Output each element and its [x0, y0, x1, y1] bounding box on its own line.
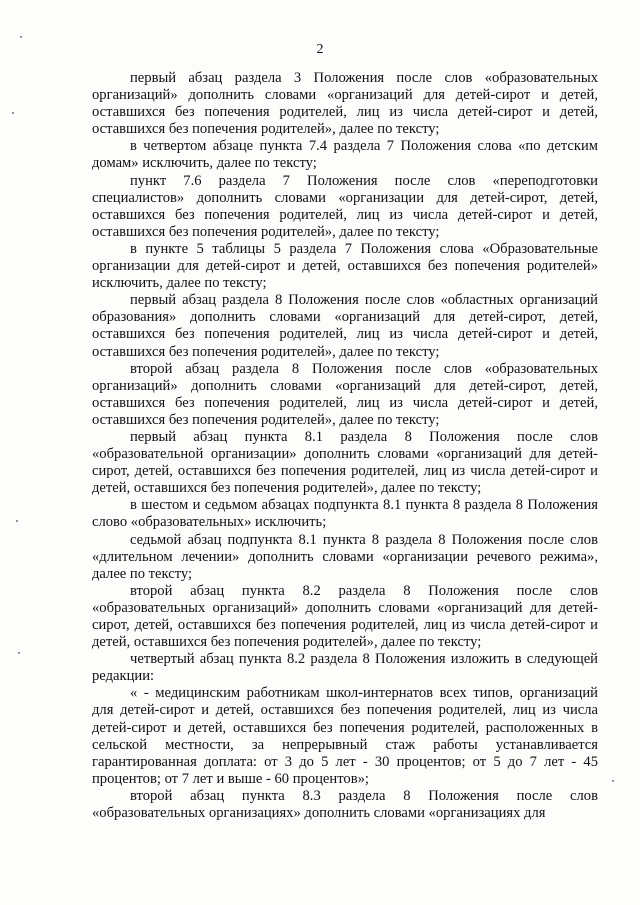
scan-speck: [20, 36, 22, 38]
paragraph: пункт 7.6 раздела 7 Положения после слов «переподготовки специалистов» дополнить словами «организации для детей-сирот, детей, оставшихся без попечения родителей, лиц из числа детей-сирот и детей, оставшихся без попечения родителей», далее по тексту;: [92, 172, 598, 240]
paragraph: второй абзац пункта 8.2 раздела 8 Положения после слов «образовательных организаций» дополнить словами «организаций для детей-сирот, детей, оставшихся без попечения родителей, лиц из числа детей-сирот и детей, оставшихся без попечения родителей», далее по тексту;: [92, 582, 598, 651]
paragraph: в пункте 5 таблицы 5 раздела 7 Положения слова «Образовательные организации для детей-сирот и детей, оставшихся без попечения родителей» исключить, далее по тексту;: [92, 240, 598, 292]
paragraph: первый абзац раздела 3 Положения после слов «образовательных организаций» дополнить словами «организаций для детей-сирот и детей, оставшихся без попечения родителей, лиц из числа детей-сирот и детей, оставшихся без попечения родителей», далее по тексту;: [92, 70, 598, 138]
paragraph: второй абзац раздела 8 Положения после слов «образовательных организаций» дополнить словами «организаций для детей-сирот, детей, оставшихся без попечения родителей, лиц из числа детей-сирот и детей, оставшихся без попечения родителей», далее по тексту;: [92, 360, 598, 428]
paragraph: в четвертом абзаце пункта 7.4 раздела 7 Положения слова «по детским домам» исключить, далее по тексту;: [92, 138, 598, 172]
paragraph: « - медицинским работникам школ-интернатов всех типов, организаций для детей-сирот и детей, оставшихся без попечения родителей, лиц из числа детей-сирот и детей, оставшихся без попечения родителей, расположенных в сельской местности, за непрерывный стаж работы устанавливается гарантированная доплата: от 3 до 5 лет - 30 процентов; от 5 до 7 лет - 45 процентов; от 7 лет и выше - 60 процентов»;: [92, 685, 598, 787]
paragraph: второй абзац пункта 8.3 раздела 8 Положения после слов «образовательных организациях» дополнить словами «организациях для: [92, 787, 598, 822]
page-number: 2: [316, 42, 324, 57]
scan-speck: [16, 520, 18, 522]
scan-speck: [612, 780, 614, 782]
paragraph: первый абзац раздела 8 Положения после слов «областных организаций образования» дополнить словами «организаций для детей-сирот, детей, оставшихся без попечения родителей, лиц из числа детей-сирот и детей, оставшихся без попечения родителей», далее по тексту;: [92, 292, 598, 360]
scan-speck: [12, 112, 14, 114]
document-body: [92, 70, 598, 822]
paragraph: первый абзац пункта 8.1 раздела 8 Положения после слов «образовательной организации» дополнить словами «организаций для детей-сирот, детей, оставшихся без попечения родителей, лиц из числа детей-сирот и детей, оставшихся без попечения родителей», далее по тексту;: [92, 428, 598, 497]
scan-speck: [18, 652, 20, 654]
paragraph: четвертый абзац пункта 8.2 раздела 8 Положения изложить в следующей редакции:: [92, 651, 598, 685]
paragraph: седьмой абзац подпункта 8.1 пункта 8 раздела 8 Положения после слов «длительном лечении» дополнить словами «организации речевого режима», далее по тексту;: [92, 531, 598, 582]
paragraph: в шестом и седьмом абзацах подпункта 8.1 пункта 8 раздела 8 Положения слово «образовательных» исключить;: [92, 497, 598, 531]
